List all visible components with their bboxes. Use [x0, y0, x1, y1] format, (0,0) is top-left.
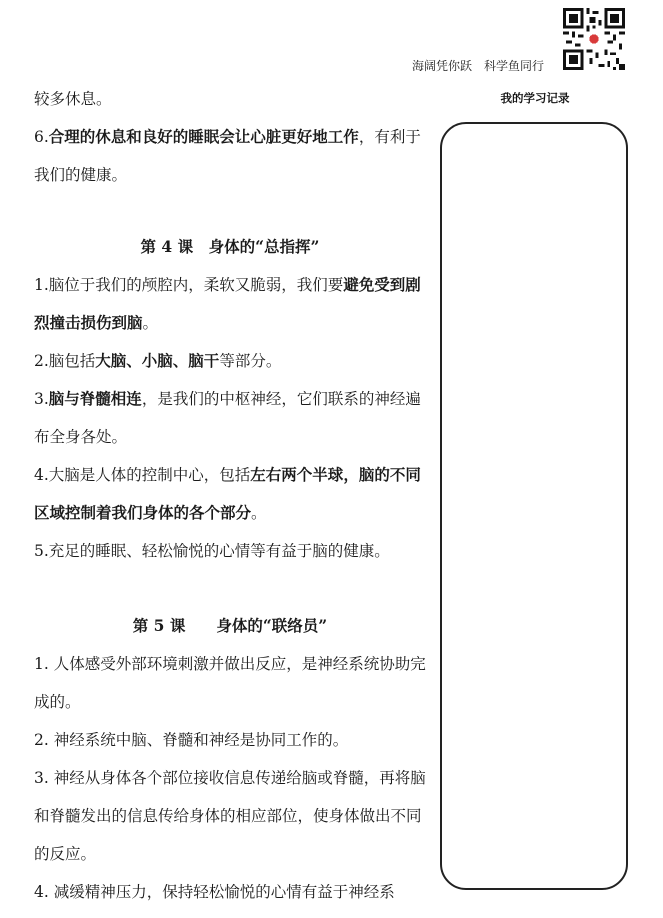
lesson-5-item-3: 3. 神经从身体各个部位接收信息传递给脑或脊髓，再将脑和脊髓发出的信息传给身体的相应部位，使身体做出不同的反应。 [34, 769, 426, 863]
lesson-5-item-4: 4. 减缓精神压力，保持轻松愉悦的心情有益于神经系 [34, 883, 395, 901]
l4-p2-bold: 大脑、小脑、脑干 [95, 351, 220, 370]
l4-p4-bold-1: 左右两个半球 [250, 465, 344, 484]
l4-p2-text: 2.脑包括 [34, 352, 96, 370]
l4-p1-bold: 避免受到剧烈撞击损伤到脑 [34, 275, 421, 332]
item-6 [34, 118, 426, 194]
l4-p1-text: 1.脑位于我们的颅腔内，柔软又脆弱，我们要 [34, 276, 344, 294]
qr-code-icon [563, 8, 625, 70]
item-6-bold: 合理的休息和良好的睡眠会让心脏更好地工作 [48, 127, 359, 146]
lesson-5-title: 第 5 课 身体的“联络员” [132, 616, 328, 635]
lesson-4-item-2 [34, 342, 426, 380]
l4-p2-end: 等部分。 [219, 352, 282, 370]
lesson-4-item-3 [34, 380, 426, 456]
l4-p3-text: ，是我们的中枢神经，它们联系的神经遍布全身各处。 [34, 390, 421, 446]
lesson-4-item-1 [34, 266, 426, 342]
lesson-4-item-5: 5.充足的睡眠、轻松愉悦的心情等有益于脑的健康。 [34, 542, 390, 560]
l4-p4-bold-2: 脑的不同区域控制着我们身体的各个部分 [34, 465, 421, 522]
l4-p4-end: 。 [251, 504, 267, 522]
intro-tail: 较多休息。 [34, 90, 112, 108]
lesson-5-item-2: 2. 神经系统中脑、脊髓和神经是协同工作的。 [34, 731, 349, 749]
l4-p3-bold: 脑与脊髓相连 [48, 389, 142, 408]
study-record-title: 我的学习记录 [500, 91, 570, 105]
main-content [34, 80, 426, 911]
header-slogan: 海阔凭你跃 科学鱼同行 [412, 59, 545, 73]
lesson-5-item-1: 1. 人体感受外部环境刺激并做出反应，是神经系统协助完成的。 [34, 655, 426, 711]
study-record-box[interactable] [440, 122, 628, 890]
item-6-rest: ，有利于我们的健康。 [34, 128, 421, 184]
l4-p4-text: 4.大脑是人体的控制中心，包括 [34, 466, 251, 484]
l4-p4-comma: ， [343, 465, 359, 484]
lesson-4-title: 第 4 课 身体的“总指挥” [140, 237, 320, 256]
item-6-num: 6. [34, 128, 49, 146]
l4-p3-num: 3. [34, 390, 49, 408]
lesson-4-item-4 [34, 456, 426, 532]
l4-p1-end: 。 [142, 314, 159, 332]
